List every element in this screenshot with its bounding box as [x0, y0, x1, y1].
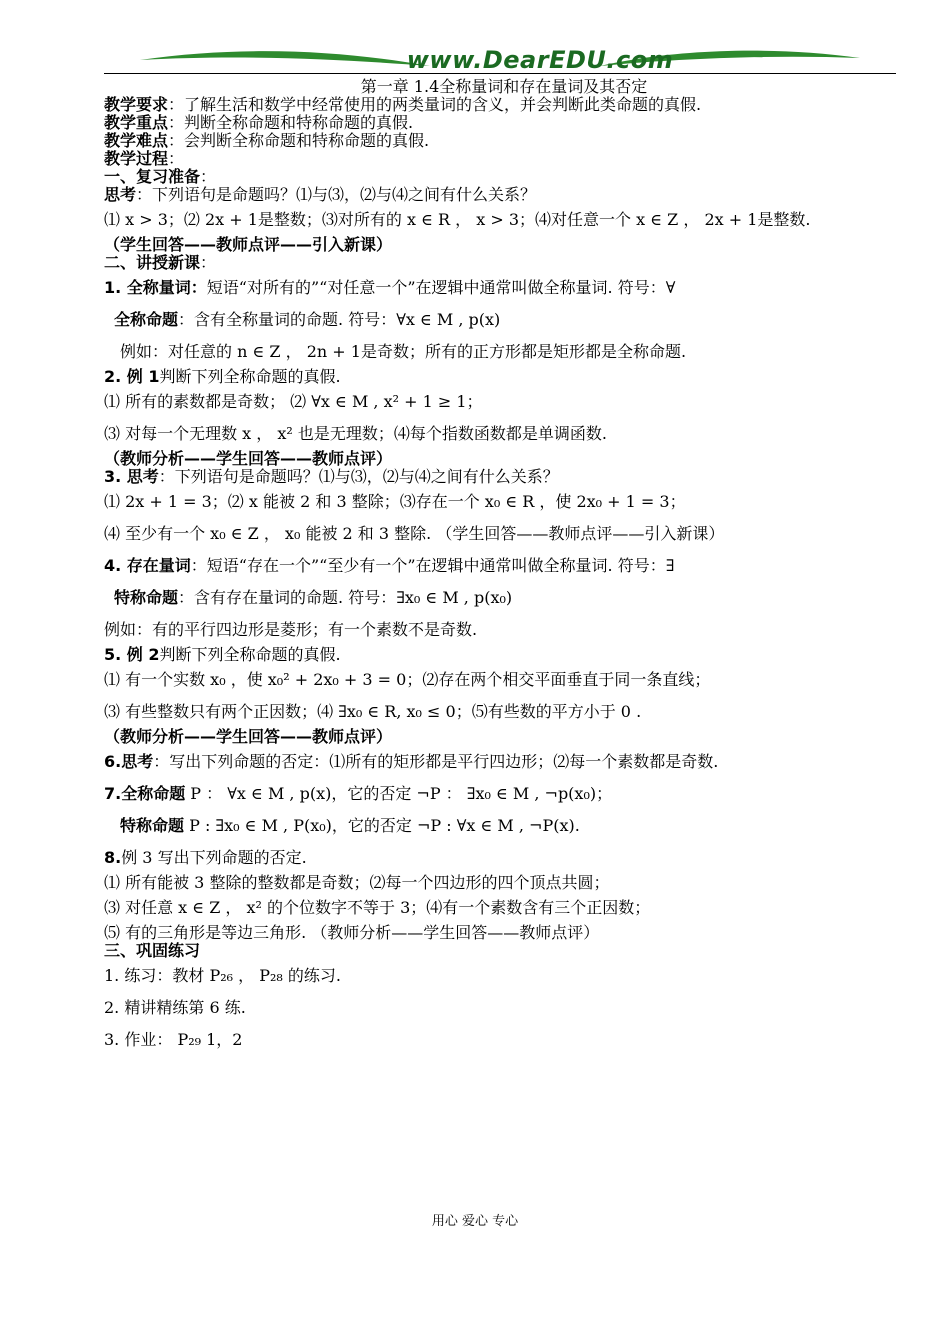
- line-label: 5. 例 2: [104, 645, 160, 664]
- line-think-3: [104, 468, 904, 486]
- line-text: ⑷ 至少有一个 x₀ ∈ Z ， x₀ 能被 2 和 3 整除. （学生回答——教师点评——引入新课）: [104, 524, 725, 543]
- line-text: ：写出下列命题的否定：⑴所有的矩形都是平行四边形；⑵每一个素数都是奇数.: [153, 752, 719, 771]
- line-text: ：: [168, 149, 185, 168]
- line-particular-proposition: [104, 582, 904, 614]
- line-label: 三、巩固练习: [104, 941, 201, 960]
- line-text: ：判断全称命题和特称命题的真假.: [168, 113, 414, 132]
- line-text: ：了解生活和数学中经常使用的两类量词的含义，并会判断此类命题的真假.: [168, 95, 702, 114]
- line-text: 例如：对任意的 n ∈ Z ， 2n + 1是奇数；所有的正方形都是矩形都是全称命题.: [120, 342, 687, 361]
- line-example-2-items-a: [104, 664, 904, 696]
- line-text: ⑴ x > 3；⑵ 2x + 1是整数；⑶对所有的 x ∈ R ， x > 3；⑷对任意一个 x ∈ Z ， 2x + 1是整数.: [104, 210, 811, 229]
- line-example-2-heading: [104, 646, 904, 664]
- line-existential-quantifier: [104, 550, 904, 582]
- line-universal-quantifier: [104, 272, 904, 304]
- line-label: 4. 存在量词: [104, 556, 191, 575]
- line-label: （教师分析——学生回答——教师点评）: [104, 727, 393, 746]
- line-teaching-difficulty: [104, 132, 904, 150]
- line-example-3-items-a: [104, 874, 904, 892]
- line-text: 例 3 写出下列命题的否定.: [121, 848, 307, 867]
- line-practice-2: [104, 992, 904, 1024]
- line-label: 教学难点: [104, 131, 169, 150]
- line-flow-note-2: [104, 450, 904, 468]
- line-text: ⑴ 所有能被 3 整除的整数都是奇数；⑵每一个四边形的四个顶点共圆；: [104, 873, 610, 892]
- line-label: 特称命题: [120, 816, 185, 835]
- section-heading-practice: [104, 942, 904, 960]
- line-label: （教师分析——学生回答——教师点评）: [104, 449, 393, 468]
- line-particular-negation: [104, 810, 904, 842]
- line-propositions-1: [104, 204, 904, 236]
- line-text: ⑶ 有些整数只有两个正因数；⑷ ∃x₀ ∈ R, x₀ ≤ 0；⑸有些数的平方小于 0 .: [104, 702, 642, 721]
- line-label: 教学重点: [104, 113, 169, 132]
- line-label: 7.全称命题: [104, 784, 186, 803]
- line-example-1-items-b: [104, 418, 904, 450]
- line-example-3-items-c: [104, 924, 904, 942]
- line-text: ⑶ 对每一个无理数 x ， x² 也是无理数；⑷每个指数函数都是单调函数.: [104, 424, 607, 443]
- line-label: 6.思考: [104, 752, 154, 771]
- line-text: ⑸ 有的三角形是等边三角形. （教师分析——学生回答——教师点评）: [104, 923, 600, 942]
- line-think-6: [104, 746, 904, 778]
- line-example-1-items-a: [104, 386, 904, 418]
- section-heading-review: [104, 168, 904, 186]
- page-footer: 用心 爱心 专心: [431, 1214, 519, 1229]
- line-example-3-items-b: [104, 892, 904, 924]
- line-text: ：下列语句是命题吗？⑴与⑶，⑵与⑷之间有什么关系？: [158, 467, 559, 486]
- line-think-3-items-b: [104, 518, 904, 550]
- line-teaching-requirement: [104, 96, 904, 114]
- line-text: ：含有全称量词的命题. 符号：∀x ∈ M , p(x): [178, 310, 501, 329]
- line-text: ：会判断全称命题和特称命题的真假.: [168, 131, 430, 150]
- line-label: 8.: [104, 848, 122, 867]
- line-text: ：: [200, 167, 217, 186]
- line-text: 3. 作业： P₂₉ 1，2: [104, 1030, 243, 1049]
- line-flow-note-1: [104, 236, 904, 254]
- line-text: 判断下列全称命题的真假.: [159, 367, 341, 386]
- line-universal-example: [104, 336, 904, 368]
- line-label: 全称命题: [114, 310, 179, 329]
- line-label: 教学要求: [104, 95, 169, 114]
- line-teaching-focus: [104, 114, 904, 132]
- line-universal-proposition: [104, 304, 904, 336]
- line-example-3-heading: [104, 842, 904, 874]
- line-flow-note-3: [104, 728, 904, 746]
- line-text: 例如：有的平行四边形是菱形；有一个素数不是奇数.: [104, 620, 478, 639]
- line-text: ⑴ 有一个实数 x₀ ，使 x₀² + 2x₀ + 3 = 0；⑵存在两个相交平面垂直于同一条直线；: [104, 670, 711, 689]
- line-text: ：: [200, 253, 217, 272]
- line-label: 一、复习准备: [104, 167, 201, 186]
- line-text: 1. 练习：教材 P₂₆ ， P₂₈ 的练习.: [104, 966, 341, 985]
- line-universal-negation: [104, 778, 904, 810]
- line-label: 二、讲授新课: [104, 253, 201, 272]
- line-text: 2. 精讲精练第 6 练.: [104, 998, 246, 1017]
- line-particular-example: [104, 614, 904, 646]
- line-text: ⑴ 2x + 1 = 3；⑵ x 能被 2 和 3 整除；⑶存在一个 x₀ ∈ R ，使 2x₀ + 1 = 3；: [104, 492, 686, 511]
- line-think-3-items-a: [104, 486, 904, 518]
- line-text: ：含有存在量词的命题. 符号：∃x₀ ∈ M , p(x₀): [178, 588, 513, 607]
- brand-logo-text: www.DearEDU.com: [406, 46, 674, 74]
- line-label: 教学过程: [104, 149, 169, 168]
- line-label: 思考: [104, 185, 137, 204]
- line-text: ⑴ 所有的素数都是奇数； ⑵ ∀x ∈ M , x² + 1 ≥ 1；: [104, 392, 483, 411]
- section-heading-new-lesson: [104, 254, 904, 272]
- line-text: ：短语“存在一个”“至少有一个”在逻辑中通常叫做全称量词. 符号：∃: [190, 556, 675, 575]
- line-text: 判断下列全称命题的真假.: [159, 645, 341, 664]
- header-rule: [104, 73, 896, 74]
- line-text: ：下列语句是命题吗？⑴与⑶，⑵与⑷之间有什么关系？: [136, 185, 537, 204]
- line-text: 短语“对所有的”“对任意一个”在逻辑中通常叫做全称量词. 符号：∀: [206, 278, 676, 297]
- line-text: ⑶ 对任意 x ∈ Z ， x² 的个位数字不等于 3；⑷有一个素数含有三个正因数；: [104, 898, 651, 917]
- line-example-1-heading: [104, 368, 904, 386]
- line-text: P : ∃x₀ ∈ M , P(x₀)，它的否定 ¬P : ∀x ∈ M , ¬P(x).: [184, 816, 580, 835]
- line-think-1: [104, 186, 904, 204]
- line-teaching-process: [104, 150, 904, 168]
- line-example-2-items-b: [104, 696, 904, 728]
- line-label: 1. 全称量词：: [104, 278, 207, 297]
- lesson-content: [104, 78, 904, 1056]
- line-label: 3. 思考: [104, 467, 159, 486]
- line-practice-1: [104, 960, 904, 992]
- line-practice-3: [104, 1024, 904, 1056]
- line-text: P ： ∀x ∈ M , p(x)，它的否定 ¬P ： ∃x₀ ∈ M , ¬p(x₀)；: [185, 784, 613, 803]
- line-label: 特称命题: [114, 588, 179, 607]
- line-label: 2. 例 1: [104, 367, 160, 386]
- page-title: 第一章 1.4全称量词和存在量词及其否定: [360, 77, 648, 96]
- line-label: （学生回答——教师点评——引入新课）: [104, 235, 393, 254]
